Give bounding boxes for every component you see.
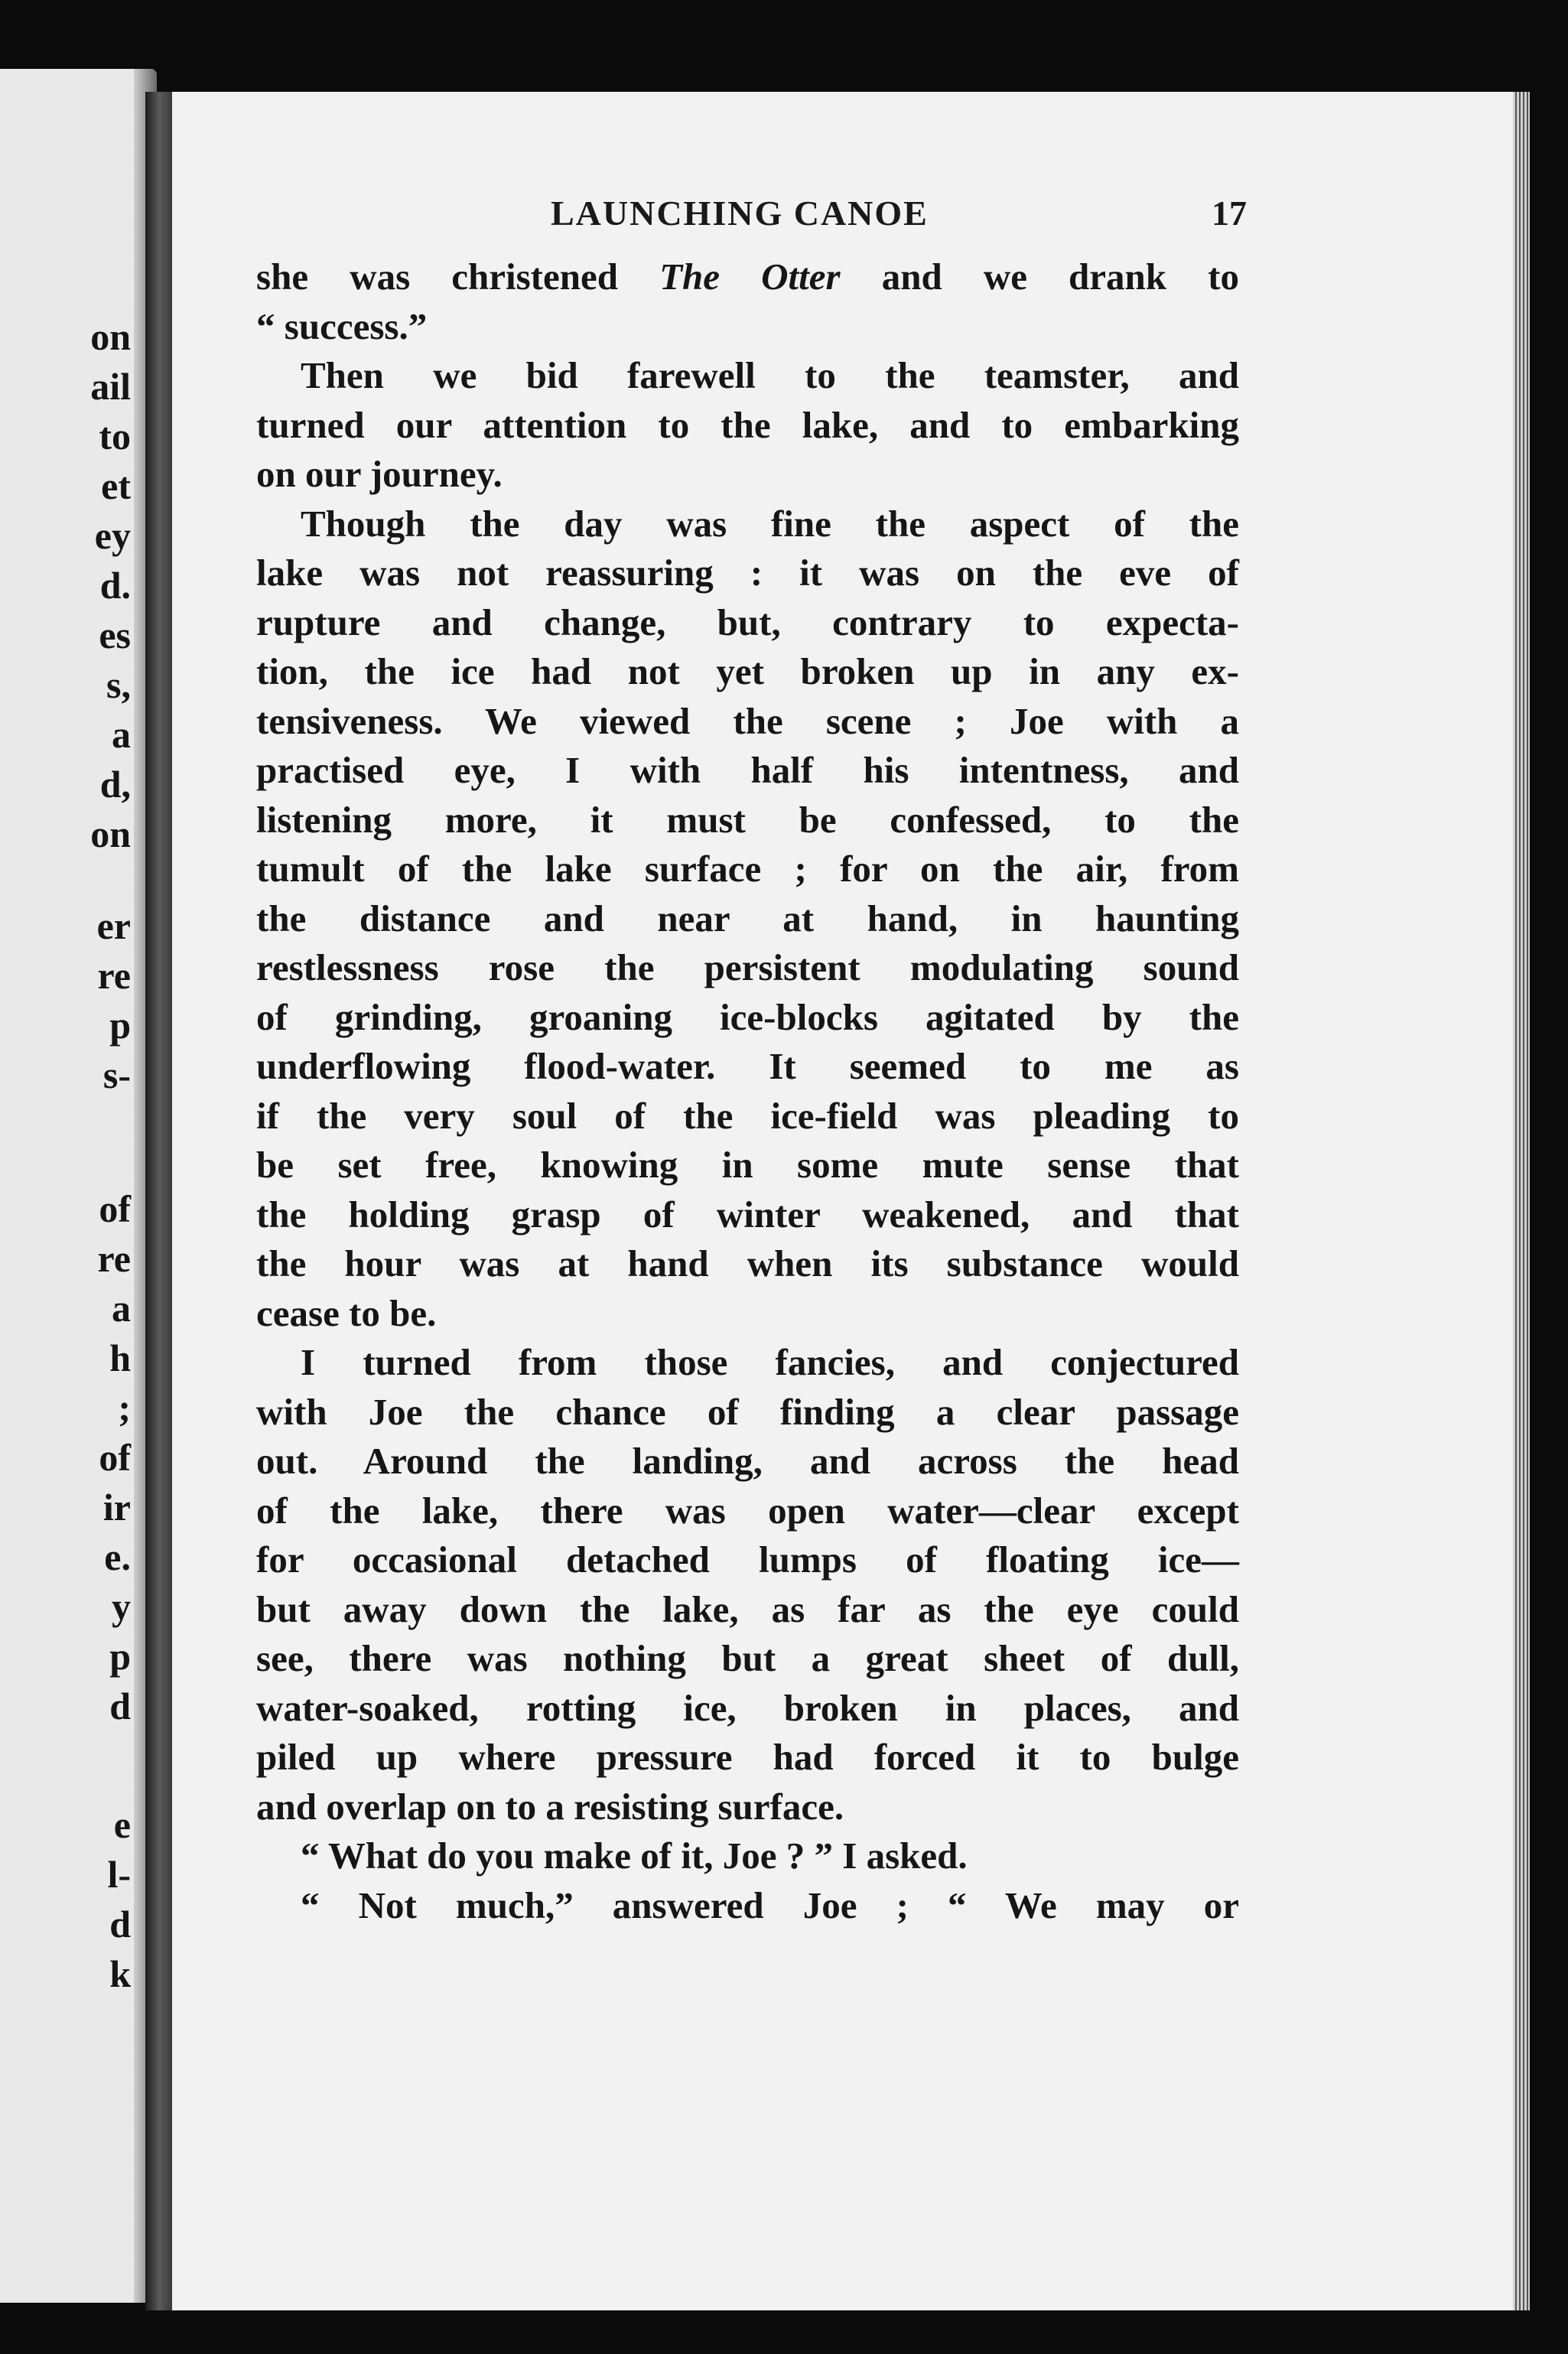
line-text: out. Around the landing, and across the head [256,1440,1239,1482]
line-text: “ success.” [256,304,428,347]
left-page-fragment: ail [90,365,131,408]
line-text: she was christened [256,256,660,298]
text-line [256,1486,1239,1536]
line-text: tumult of the lake surface ; for on the air, from [256,848,1239,890]
left-page-fragment: k [109,1952,131,1995]
left-page-fragment: et [101,464,131,507]
left-page-fragment: y [112,1585,131,1628]
text-line [256,697,1239,747]
left-page-fragment: s, [106,663,131,706]
text-line [256,1733,1239,1783]
text-line [256,1881,1239,1931]
text-line [256,351,1239,401]
page-number: 17 [1212,194,1247,233]
line-text: cease to be. [256,1291,437,1334]
text-line [256,746,1239,796]
line-text: if the very soul of the ice-field was pleading to [256,1094,1239,1137]
left-page-fragment: of [99,1436,131,1479]
text-line [256,549,1239,598]
line-text: water-soaked, rotting ice, broken in places, and [256,1686,1239,1729]
text-line [256,1634,1239,1684]
text-line [256,894,1239,944]
line-text: and overlap on to a resisting surface. [256,1785,844,1828]
text-line [256,1831,1239,1881]
text-line [256,1783,1239,1832]
left-page-fragment: d [109,1685,131,1727]
line-text: be set free, knowing in some mute sense that [256,1144,1239,1186]
left-page-text-fragments [1,69,131,2303]
line-text: the hour was at hand when its substance would [256,1242,1239,1284]
left-facing-page [0,69,157,2303]
running-head: LAUNCHING CANOE [551,194,929,233]
left-page-fragment: d [109,1903,131,1945]
left-page-fragment: re [97,1237,131,1280]
text-line [256,1141,1239,1190]
line-text: Though the day was fine the aspect of the [301,502,1239,545]
text-line [256,1092,1239,1141]
left-page-fragment: p [109,1004,131,1047]
text-line [256,993,1239,1043]
body-text [256,252,1239,1930]
line-text: the distance and near at hand, in haunting [256,897,1239,939]
line-text: and we drank to [840,256,1239,298]
line-text: “ What do you make of it, Joe ? ” I asked. [301,1835,968,1877]
left-page-fragment: a [112,1287,131,1330]
text-line [256,1388,1239,1437]
left-page-fragment: d, [99,763,131,806]
line-text: the holding grasp of winter weakened, and that [256,1193,1239,1236]
text-line [256,450,1239,500]
line-text: for occasional detached lumps of floating ice— [256,1538,1239,1581]
left-page-fragment: ir [102,1486,131,1529]
line-text: restlessness rose the persistent modulating sound [256,946,1239,988]
text-line [256,647,1239,697]
text-line [256,302,1239,352]
left-page-fragment: es [99,614,131,656]
line-text: rupture and change, but, contrary to expecta- [256,601,1239,643]
left-page-fragment: l- [107,1853,131,1896]
text-line [256,252,1239,302]
line-text: tensiveness. We viewed the scene ; Joe with a [256,699,1239,742]
text-line [256,500,1239,549]
text-line [256,845,1239,894]
left-page-fragment: on [90,812,131,855]
line-text: piled up where pressure had forced it to bulge [256,1736,1239,1778]
left-page-fragment: h [109,1337,131,1379]
text-line [256,1239,1239,1289]
text-line [256,598,1239,648]
left-page-fragment: e. [104,1535,131,1578]
left-page-fragment: e [113,1803,131,1846]
text-line [256,796,1239,845]
line-text: I turned from those fancies, and conjectured [301,1341,1239,1383]
book-title-italic: The Otter [659,256,841,298]
line-text: listening more, it must be confessed, to the [256,798,1239,841]
line-text: Then we bid farewell to the teamster, and [301,354,1239,396]
left-page-fragment: ey [94,514,131,557]
left-page-fragment: to [99,415,131,457]
text-line [256,1437,1239,1486]
left-page-fragment: s- [102,1053,131,1096]
line-text: with Joe the chance of finding a clear passage [256,1390,1239,1433]
text-line [256,1190,1239,1240]
left-page-fragment: er [96,904,131,947]
left-page-fragment: re [97,954,131,997]
text-line [256,1585,1239,1635]
line-text: see, there was nothing but a great sheet of dull, [256,1637,1239,1679]
page-header [375,193,1247,239]
line-text: turned our attention to the lake, and to embarking [256,403,1239,446]
line-text: of grinding, groaning ice-blocks agitated by the [256,995,1239,1038]
text-line [256,943,1239,993]
text-line [256,1684,1239,1734]
line-text: practised eye, I with half his intentness, and [256,749,1239,791]
text-line [256,1289,1239,1339]
text-line [256,1535,1239,1585]
text-line [256,401,1239,451]
text-line [256,1042,1239,1092]
page-edge [1513,92,1530,2310]
left-page-fragment: d. [99,564,131,607]
left-page-fragment: of [99,1187,131,1230]
left-page-fragment: p [109,1635,131,1678]
line-text: “ Not much,” answered Joe ; “ We may or [301,1884,1239,1926]
line-text: on our journey. [256,453,503,495]
line-text: of the lake, there was open water—clear except [256,1489,1239,1532]
line-text: tion, the ice had not yet broken up in any ex- [256,650,1239,692]
left-page-fragment: on [90,315,131,358]
line-text: but away down the lake, as far as the eye could [256,1587,1239,1630]
left-page-fragment: ; [118,1386,131,1429]
left-page-fragment: a [112,713,131,756]
line-text: underflowing flood-water. It seemed to me as [256,1045,1239,1087]
text-line [256,1338,1239,1388]
line-text: lake was not reassuring : it was on the eve of [256,552,1239,594]
